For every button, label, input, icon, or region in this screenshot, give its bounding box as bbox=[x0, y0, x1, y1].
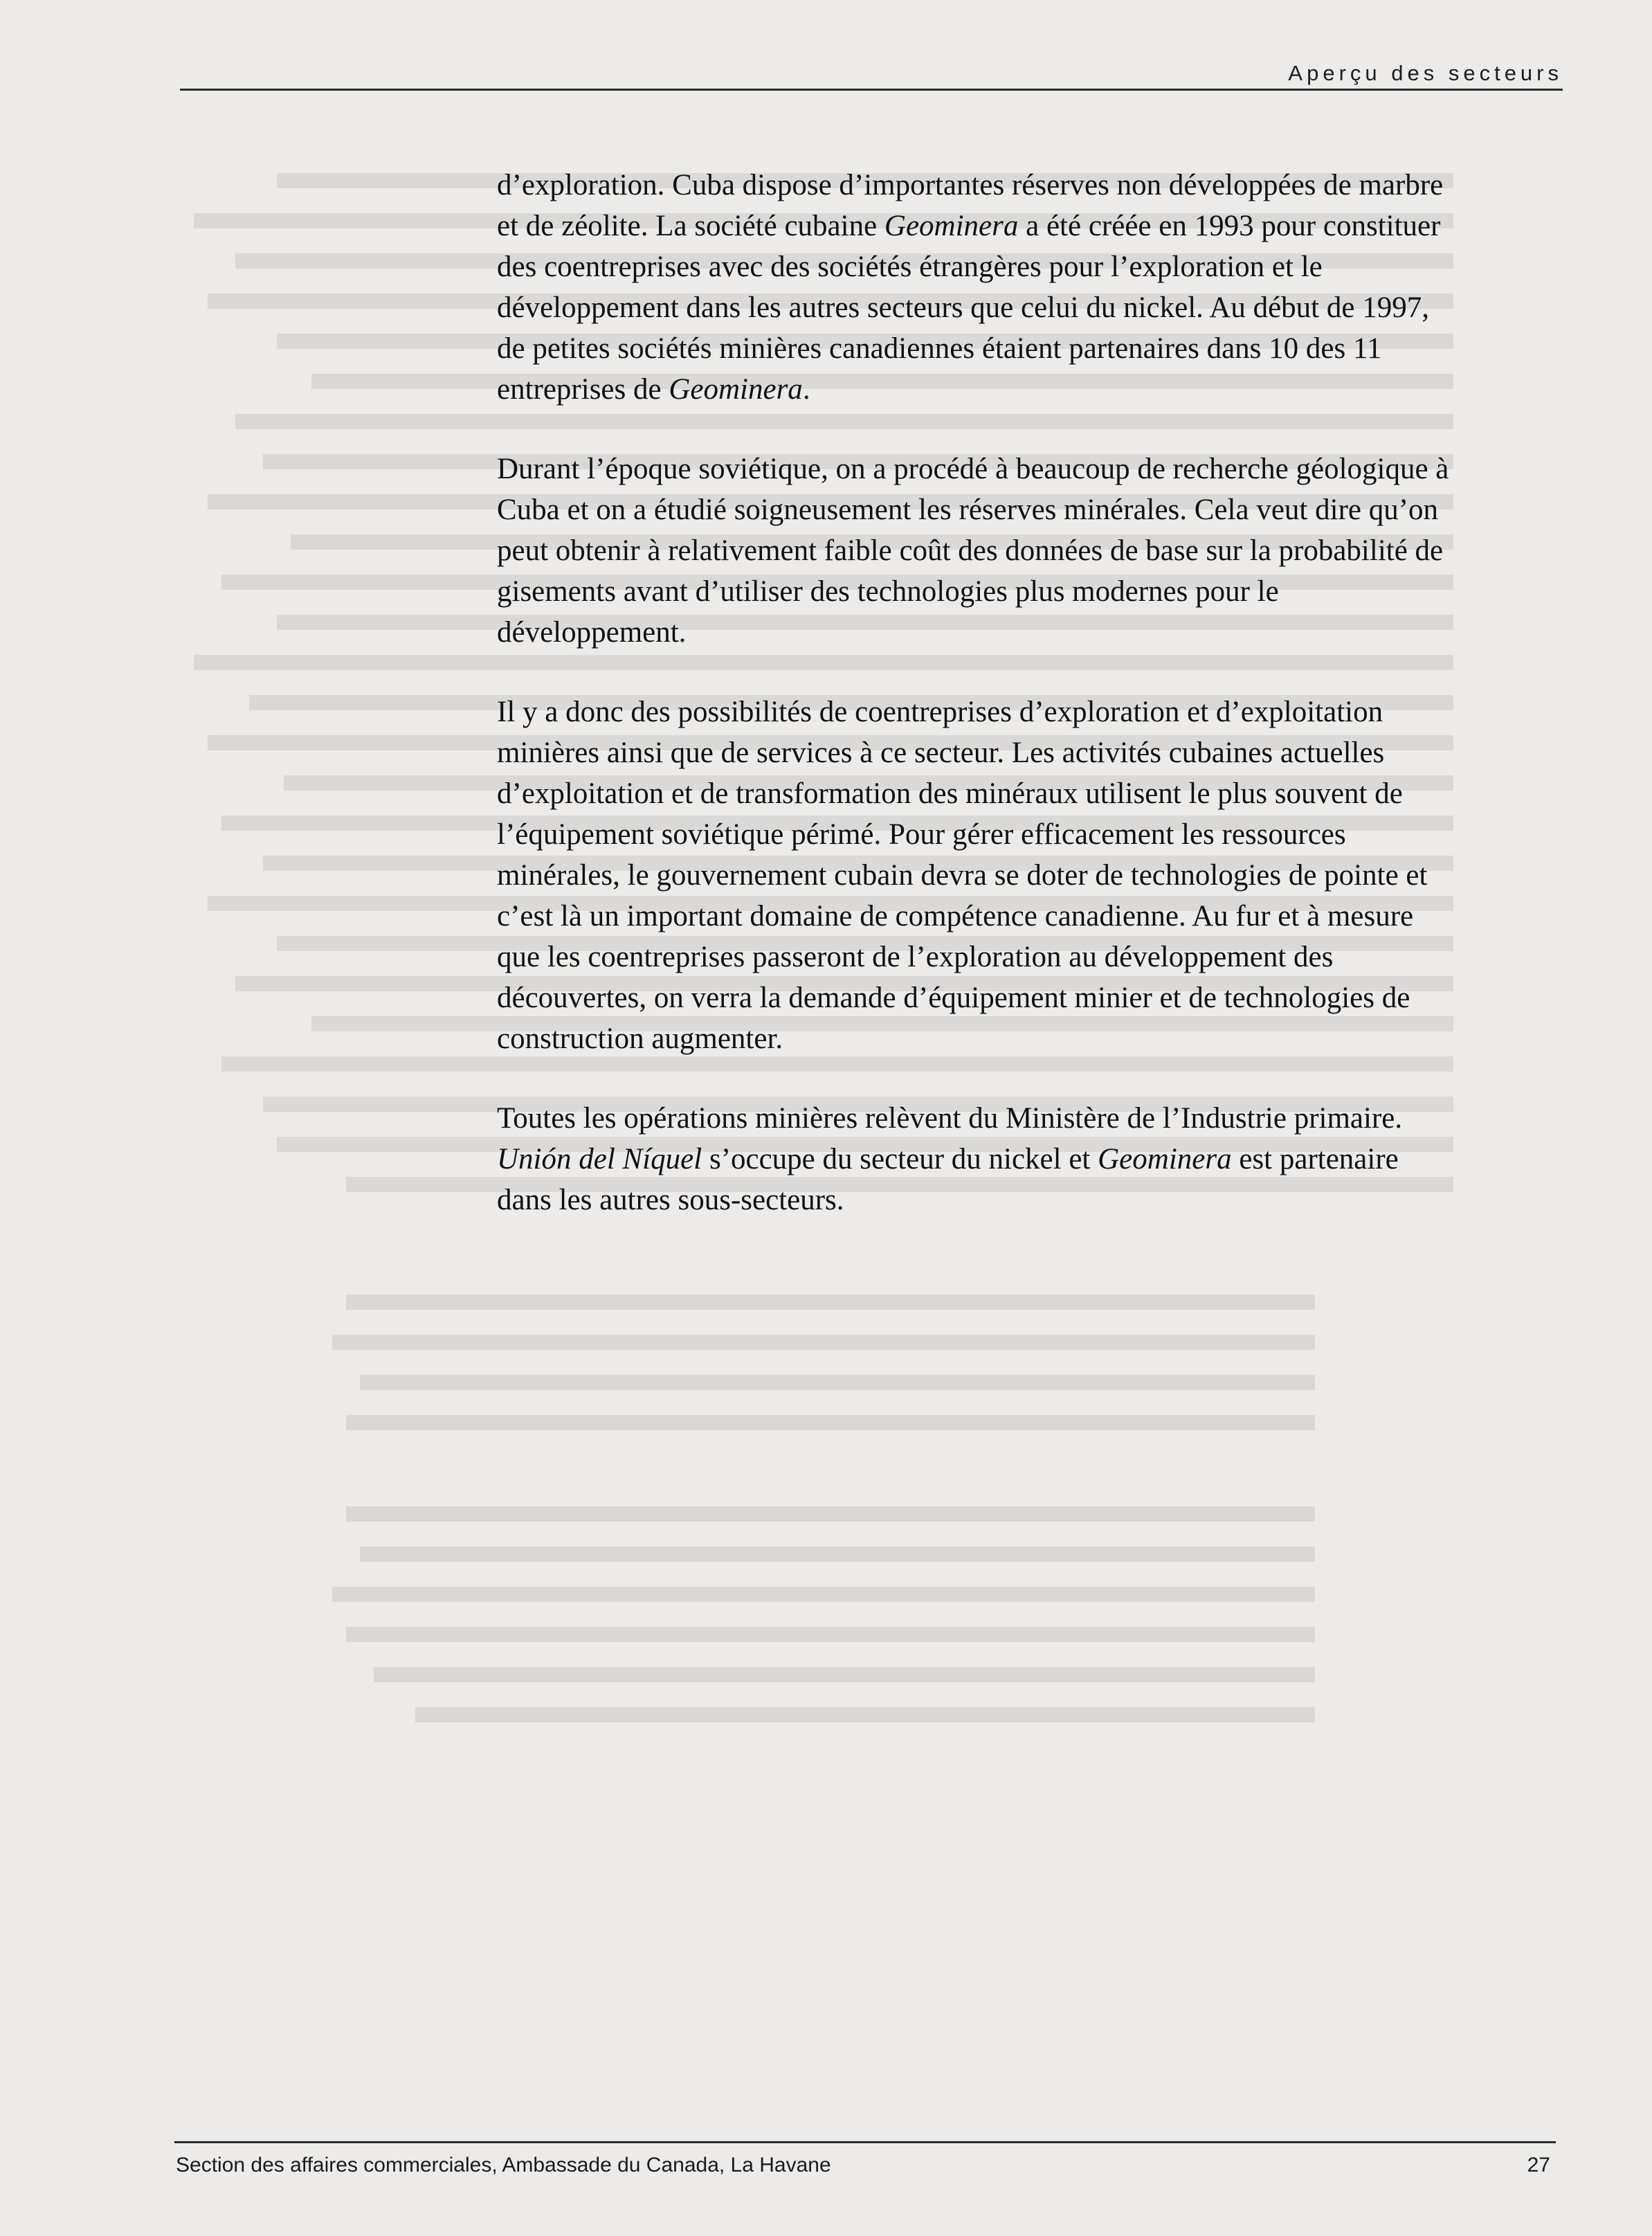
header-rule bbox=[180, 89, 1563, 91]
page-header bbox=[180, 55, 1563, 90]
section-title: Aperçu des secteurs bbox=[1288, 61, 1563, 85]
paragraph-4 bbox=[497, 1098, 1452, 1220]
paragraph-1-text-a: d’exploration. Cuba dispose d’importantes réserves non développées de marbre et de zéolite. La société cubaine bbox=[497, 169, 1444, 242]
company-name-geominera: Geominera bbox=[884, 210, 1019, 242]
paragraph-4-text-c: s’occupe du secteur du nickel et bbox=[702, 1143, 1098, 1175]
paragraph-1-text-c: a été créée en 1993 pour constituer des coentreprises avec des sociétés étrangères pour l’exploration et le développement dans les autres secteurs que celui du nickel. Au début de 1997, de petites sociétés minières canadiennes étaient partenaires dans 10 des 11 entreprises de bbox=[497, 210, 1441, 406]
paragraph-2: Durant l’époque soviétique, on a procédé à beaucoup de recherche géologique à Cuba et on a étudié soigneusement les réserves minérales. Cela veut dire qu’on peut obtenir à relativement faible coût des données de base sur la probabilité de gisements avant d’utiliser des technologies plus modernes pour le développement. bbox=[497, 453, 1449, 649]
company-name-geominera: Geominera bbox=[669, 373, 803, 406]
paragraph-4-text-a: Toutes les opérations minières relèvent du Ministère de l’Industrie primaire. bbox=[497, 1102, 1403, 1135]
paragraph-3: Il y a donc des possibilités de coentreprises d’exploration et d’exploitation minières ainsi que de services à ce secteur. Les activités cubaines actuelles d’exploitation et de transformation des minéraux utilisent le plus souvent de l’équipement soviétique périmé. Pour gérer efficacement les ressources minérales, le gouvernement cubain devra se doter de technologies de pointe et c’est là un important domaine de compétence canadienne. Au fur et à mesure que les coentreprises passeront de l’exploration au développement des découvertes, on verra la demande d’équipement minier et de technologies de construction augmenter. bbox=[497, 696, 1428, 1055]
paragraph-1-text-e: . bbox=[802, 373, 810, 406]
paragraph-4-text-e: est partenaire dans les autres sous-secteurs. bbox=[497, 1143, 1399, 1216]
paragraph-1 bbox=[497, 165, 1452, 410]
page-footer bbox=[174, 2141, 1556, 2197]
footer-source: Section des affaires commerciales, Ambassade du Canada, La Havane bbox=[176, 2154, 831, 2176]
page-number: 27 bbox=[1527, 2154, 1550, 2176]
footer-rule bbox=[174, 2141, 1556, 2143]
company-name-geominera: Geominera bbox=[1098, 1143, 1232, 1175]
body-text bbox=[497, 165, 1452, 1259]
company-name-union-del-niquel: Unión del Níquel bbox=[497, 1143, 702, 1175]
